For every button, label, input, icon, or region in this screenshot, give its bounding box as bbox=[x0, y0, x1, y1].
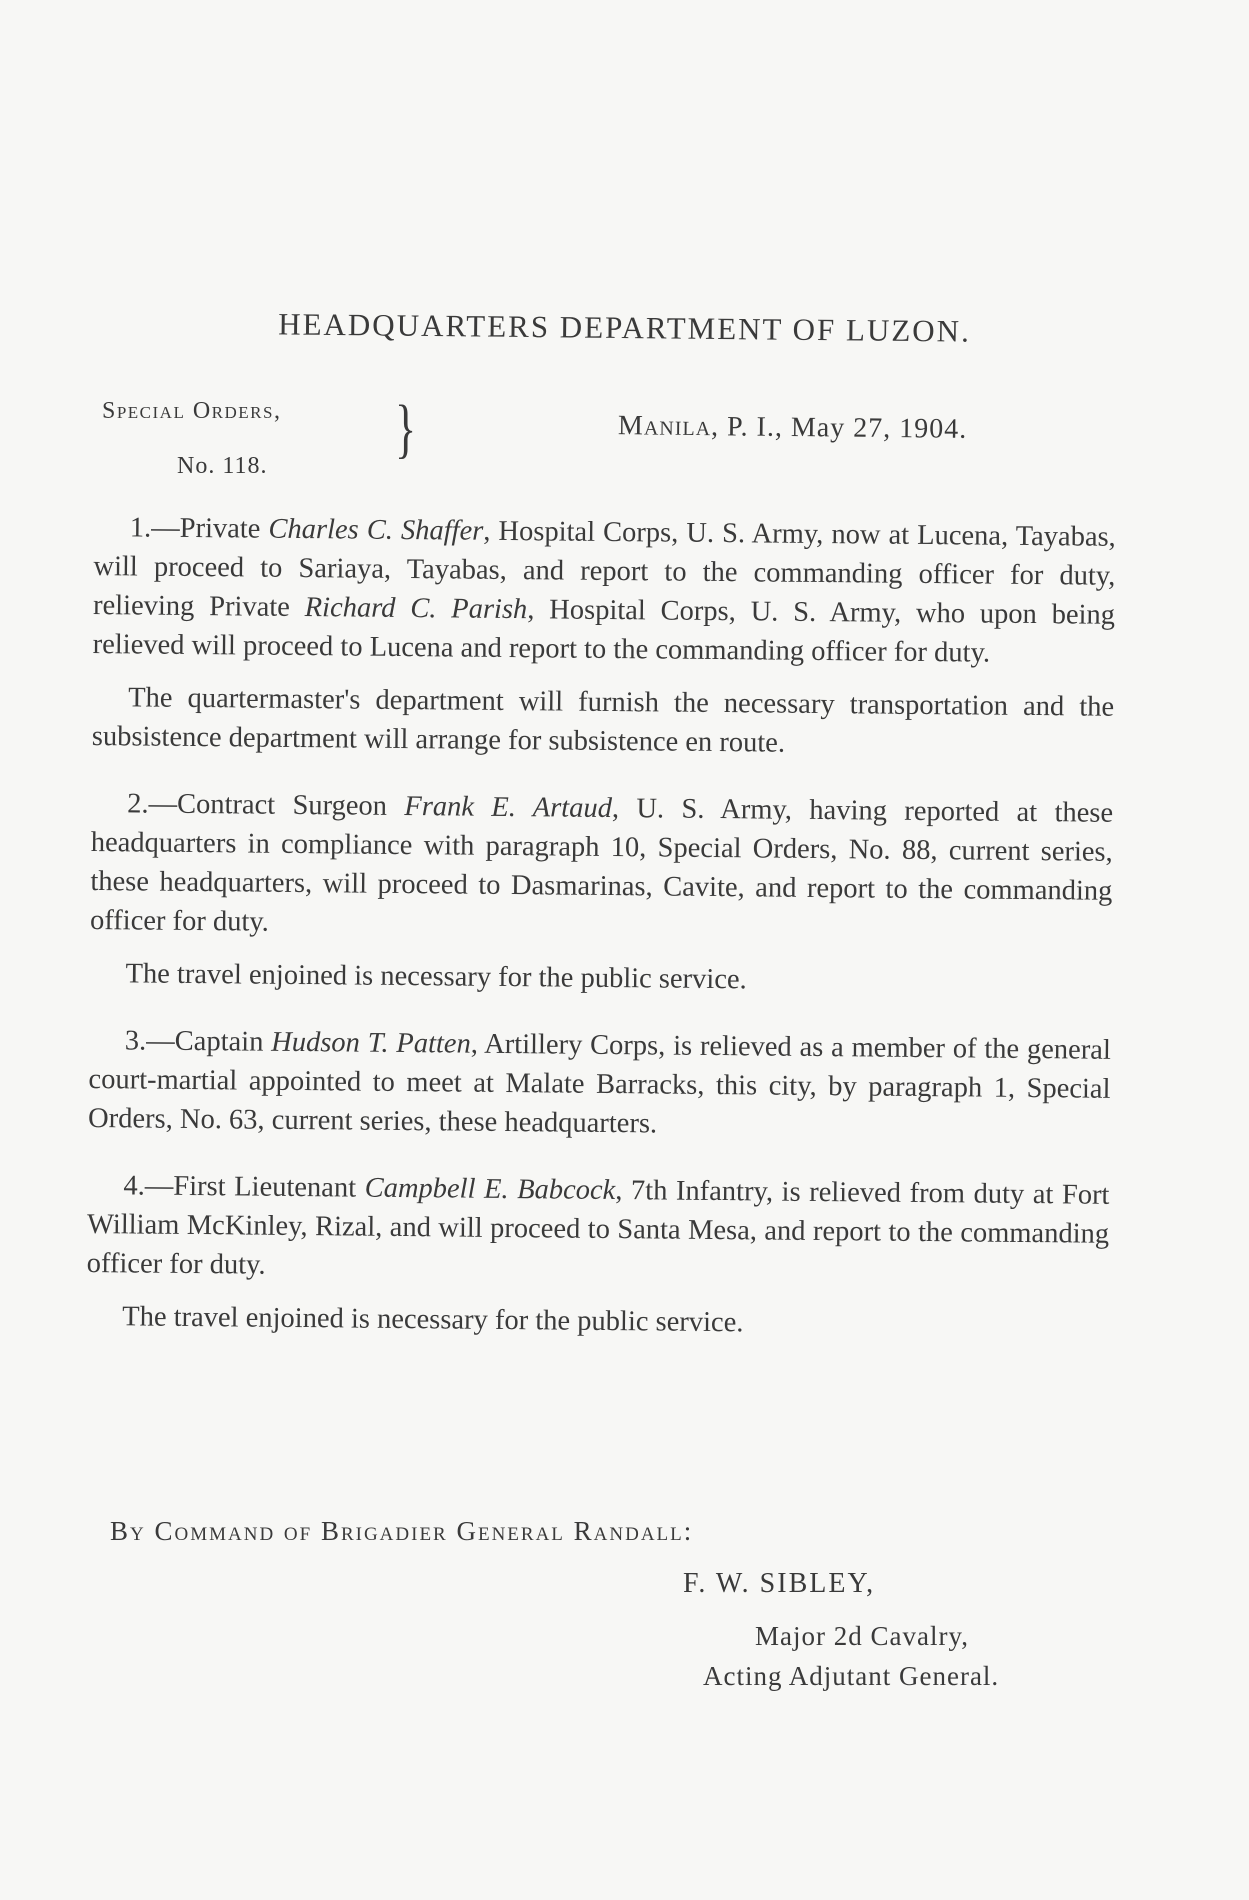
signer-rank: Major 2d Cavalry, bbox=[755, 1621, 969, 1651]
p2-name: Frank E. Artaud bbox=[404, 790, 613, 824]
p1-text: , Hospital Corps, U. S. Army, now at Lucena, Tayabas, will proceed to Sariaya, Tayabas, and report to the commanding officer for duty, relieving Private bbox=[92, 515, 1116, 624]
p2-text: 2.—Contract Surgeon bbox=[127, 788, 405, 822]
p1-name: Richard C. Parish bbox=[304, 592, 528, 626]
p4-text: , 7th Infantry, is relieved from duty at Fort William McKinley, Rizal, and will proceed to Santa Mesa, and report to the commanding officer for duty. bbox=[86, 1175, 1110, 1281]
orders-body bbox=[86, 508, 1116, 1346]
paragraph-4 bbox=[87, 1166, 1110, 1293]
p3-text: 3.—Captain bbox=[124, 1025, 272, 1058]
p3-text: , Artillery Corps, is relieved as a member of the general court-martial appointed to meet at Malate Barracks, this city, by paragraph 1, Special Orders, No. 63, current series, these headquarters. bbox=[87, 1028, 1111, 1140]
dateline-date: May 27, 1904. bbox=[790, 411, 968, 445]
p1-name: Charles C. Shaffer bbox=[268, 513, 484, 547]
paragraph-2-travel: The travel enjoined is necessary for the public service. bbox=[125, 958, 747, 996]
p4-text: 4.—First Lieutenant bbox=[123, 1170, 365, 1204]
dateline-place: Manila, P. I., bbox=[617, 410, 784, 443]
p2-text: , U. S. Army, having reported at these headquarters in compliance with paragraph 10, Special Orders, No. 88, current series, these headquarters, will proceed to Dasmarinas, Cavite, and report to the commanding officer for duty. bbox=[89, 792, 1114, 938]
p1-text: 1.—Private bbox=[129, 512, 269, 545]
dateline bbox=[618, 410, 968, 446]
signer-name: F. W. SIBLEY, bbox=[683, 1568, 876, 1599]
paragraph-1-transport: The quartermaster's department will furnish the necessary transportation and the subsistence department will arrange for subsistence en route. bbox=[91, 682, 1115, 759]
paragraph-4-travel: The travel enjoined is necessary for the public service. bbox=[122, 1301, 744, 1339]
signer-title: Acting Adjutant General. bbox=[703, 1661, 1000, 1691]
page-title: HEADQUARTERS DEPARTMENT OF LUZON. bbox=[278, 306, 971, 349]
paragraph-3 bbox=[88, 1021, 1111, 1148]
orders-label: Special Orders, bbox=[102, 398, 282, 424]
orders-number: No. 118. bbox=[177, 453, 268, 479]
p1-text: , Hospital Corps, U. S. Army, who upon being relieved will proceed to Lucena and report to the commanding officer for duty. bbox=[92, 594, 1116, 669]
paragraph-1 bbox=[93, 508, 1116, 674]
brace-glyph: } bbox=[395, 391, 417, 465]
command-line: By Command of Brigadier General Randall: bbox=[110, 1516, 694, 1546]
paragraph-2 bbox=[90, 784, 1113, 950]
p4-name: Campbell E. Babcock bbox=[364, 1172, 616, 1207]
p3-name: Hudson T. Patten bbox=[271, 1026, 471, 1060]
